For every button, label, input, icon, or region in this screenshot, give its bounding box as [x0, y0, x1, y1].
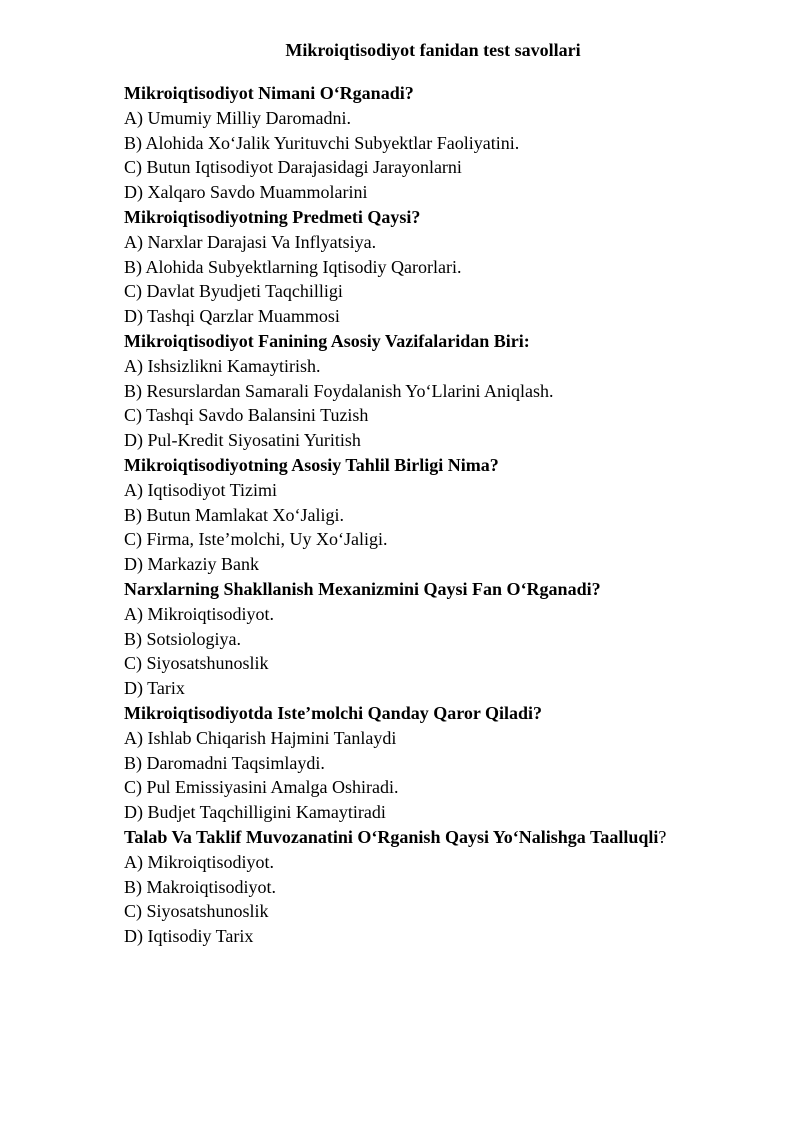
question-6 [124, 701, 784, 825]
question-text: Talab Va Taklif Muvozanatini O‘Rganish Qaysi Yo‘Nalishga Taalluqli? [124, 826, 667, 847]
answer-option-a: A) Iqtisodiyot Tizimi [124, 479, 278, 500]
answer-option-b: B) Alohida Subyektlarning Iqtisodiy Qarorlari. [124, 256, 462, 277]
answer-option-a: A) Mikroiqtisodiyot. [124, 851, 275, 872]
question-2 [124, 205, 784, 329]
answer-option-b: B) Butun Mamlakat Xo‘Jaligi. [124, 504, 344, 525]
document-title: Mikroiqtisodiyot fanidan test savollari [285, 40, 581, 60]
question-text: Mikroiqtisodiyotning Predmeti Qaysi? [124, 206, 421, 227]
answer-option-d: D) Iqtisodiy Tarix [124, 926, 254, 947]
answer-option-c: C) Davlat Byudjeti Taqchilligi [124, 281, 343, 302]
question-text: Narxlarning Shakllanish Mexanizmini Qaysi Fan O‘Rganadi? [124, 578, 601, 599]
answer-option-d: D) Tarix [124, 678, 185, 699]
answer-option-d: D) Tashqi Qarzlar Muammosi [124, 306, 340, 327]
question-4 [124, 453, 784, 577]
question-1 [124, 81, 784, 205]
question-text: Mikroiqtisodiyotning Asosiy Tahlil Birligi Nima? [124, 454, 499, 475]
answer-option-a: A) Mikroiqtisodiyot. [124, 603, 275, 624]
answer-option-c: C) Pul Emissiyasini Amalga Oshiradi. [124, 777, 399, 798]
answer-option-b: B) Sotsiologiya. [124, 628, 242, 649]
answer-option-c: C) Butun Iqtisodiyot Darajasidagi Jarayonlarni [124, 157, 462, 178]
answer-option-b: B) Alohida Xo‘Jalik Yurituvchi Subyektlar Faoliyatini. [124, 132, 520, 153]
answer-option-c: C) Siyosatshunoslik [124, 901, 269, 922]
question-text: Mikroiqtisodiyot Fanining Asosiy Vazifalaridan Biri: [124, 330, 530, 351]
answer-option-b: B) Daromadni Taqsimlaydi. [124, 752, 325, 773]
answer-option-c: C) Tashqi Savdo Balansini Tuzish [124, 405, 369, 426]
answer-option-a: A) Ishlab Chiqarish Hajmini Tanlaydi [124, 727, 397, 748]
answer-option-c: C) Siyosatshunoslik [124, 653, 269, 674]
answer-option-a: A) Narxlar Darajasi Va Inflyatsiya. [124, 231, 377, 252]
answer-option-a: A) Ishsizlikni Kamaytirish. [124, 355, 321, 376]
question-3 [124, 329, 784, 453]
answer-option-d: D) Budjet Taqchilligini Kamaytiradi [124, 802, 386, 823]
answer-option-a: A) Umumiy Milliy Daromadni. [124, 107, 351, 128]
answer-option-d: D) Markaziy Bank [124, 554, 259, 575]
question-5 [124, 577, 784, 701]
question-text: Mikroiqtisodiyot Nimani O‘Rganadi? [124, 83, 414, 103]
answer-option-b: B) Resurslardan Samarali Foydalanish Yo‘Llarini Aniqlash. [124, 380, 554, 401]
question-text: Mikroiqtisodiyotda Iste’molchi Qanday Qaror Qiladi? [124, 702, 543, 723]
question-7 [124, 825, 784, 949]
answer-option-d: D) Pul-Kredit Siyosatini Yuritish [124, 430, 361, 451]
question-list [124, 81, 784, 949]
answer-option-b: B) Makroiqtisodiyot. [124, 876, 276, 897]
answer-option-c: C) Firma, Iste’molchi, Uy Xo‘Jaligi. [124, 529, 388, 550]
answer-option-d: D) Xalqaro Savdo Muammolarini [124, 182, 368, 203]
